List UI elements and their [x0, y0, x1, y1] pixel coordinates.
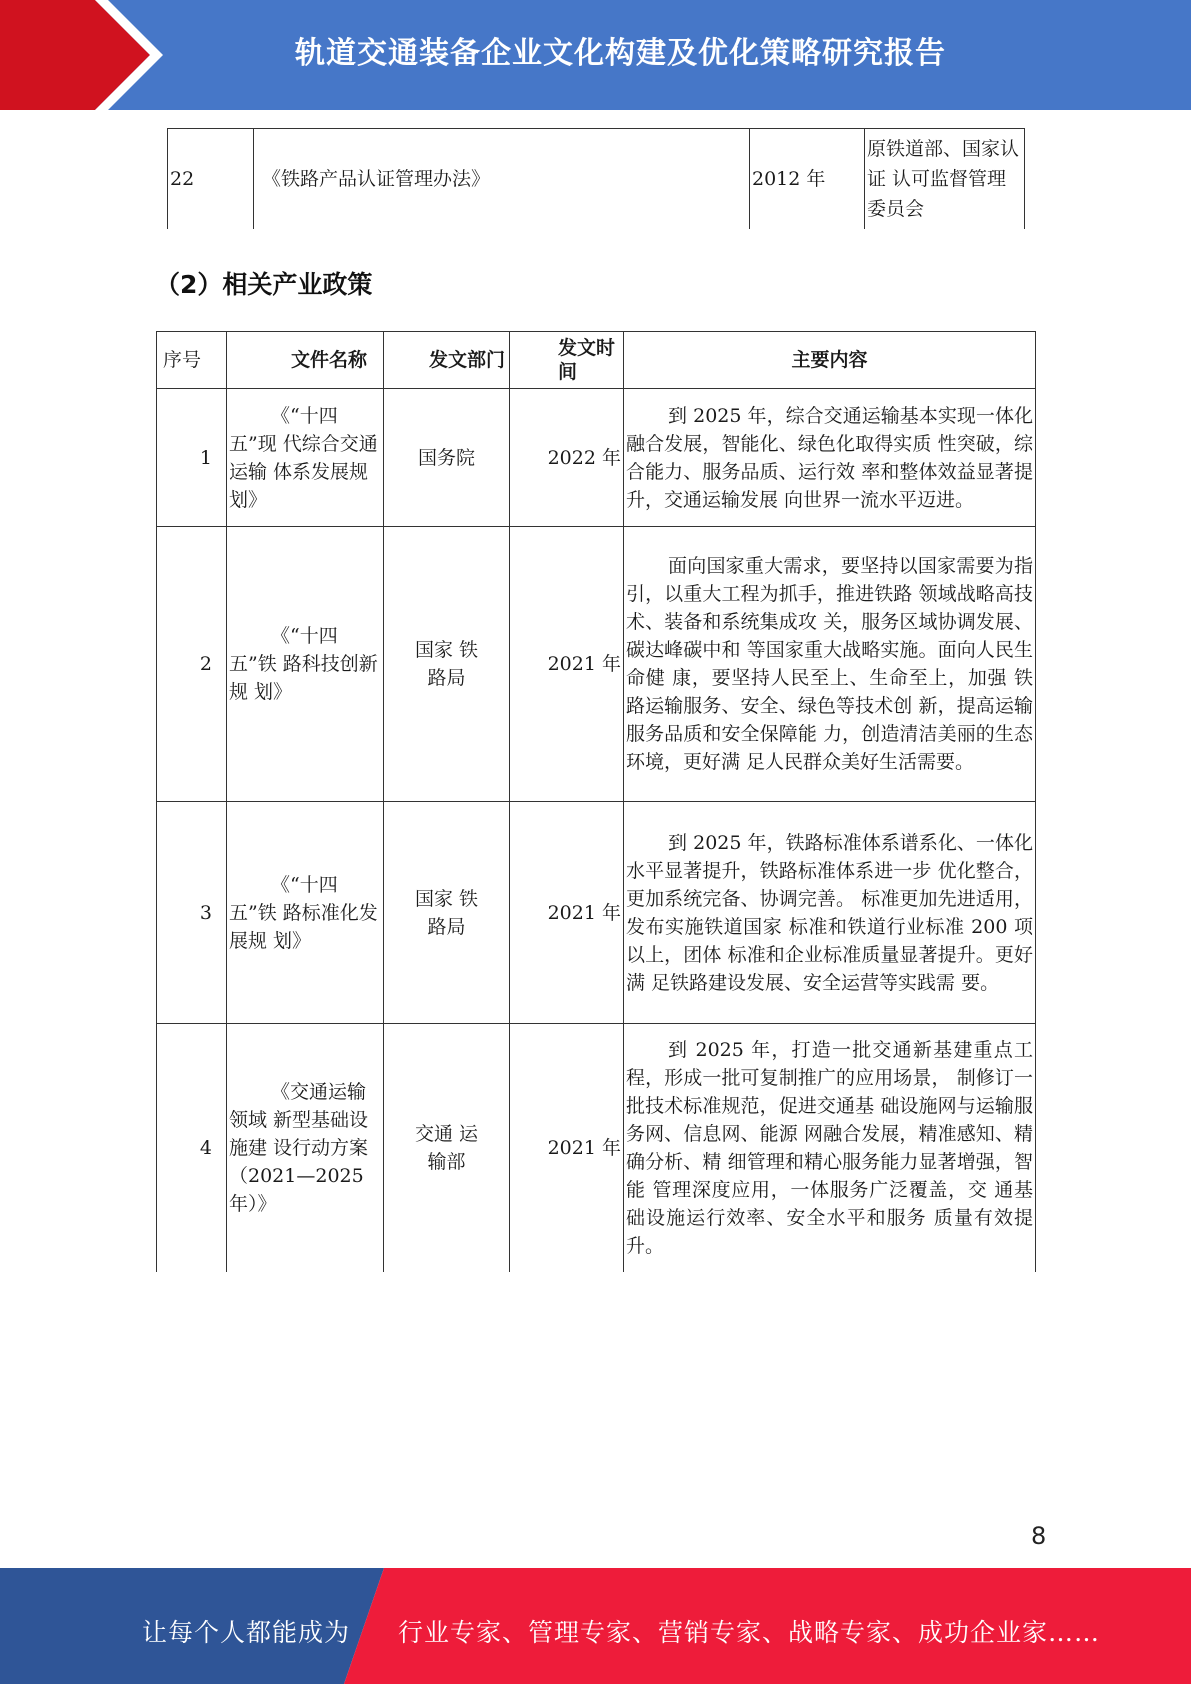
- cell-name: 《交通运输领域 新型基础设施建 设行动方案（2021—2025 年）》: [227, 1024, 384, 1272]
- cell-dept: 国务院: [384, 389, 510, 527]
- header-title: 轨道交通装备企业文化构建及优化策略研究报告: [295, 36, 946, 71]
- footer-slogan-right: 行业专家、管理专家、营销专家、战略专家、成功企业家……: [398, 1618, 1101, 1647]
- cell-time: 2021 年: [510, 1024, 624, 1272]
- cell-content: 到 2025 年，打造一批交通新基建重点工程，形成一批可复制推广的应用场景， 制修订一批技术标准规范，促进交通基 础设施网与运输服务网、信息网、能源 网融合发展，精准感知、精确分析、精 细管理和精心服务能力显著增强，智能 管理深度应用，一体服务广泛覆盖，交 通基础设施运行效率、安全水平和服务 质量有效提升。: [624, 1024, 1036, 1272]
- section-title: （2）相关产业政策: [155, 270, 373, 299]
- table-row: [157, 389, 1036, 527]
- header-content: 主要内容: [624, 332, 1036, 389]
- page-header: [0, 0, 1191, 110]
- industry-policy-table: [156, 331, 1036, 1272]
- page-number: 8: [1031, 1522, 1047, 1550]
- footer-slogan-left: 让每个人都能成为: [142, 1618, 351, 1647]
- table-row: [157, 527, 1036, 802]
- table-row: [157, 1024, 1036, 1272]
- row-year: 2012 年: [750, 129, 865, 229]
- cell-dept: 国家 铁路局: [384, 802, 510, 1024]
- page-footer: [0, 1568, 1191, 1684]
- table-row: [157, 802, 1036, 1024]
- cell-seq: 1: [157, 389, 227, 527]
- row-dept: 原铁道部、国家认证 认可监督管理委员会: [865, 129, 1025, 229]
- cell-time: 2022 年: [510, 389, 624, 527]
- cell-name: 《“十四五”现 代综合交通运输 体系发展规划》: [227, 389, 384, 527]
- cell-content: 面向国家重大需求，要坚持以国家需要为指引，以重大工程为抓手，推进铁路 领域战略高技术、装备和系统集成攻 关，服务区域协调发展、碳达峰碳中和 等国家重大战略实施。面向人民生命健 康，要坚持人民至上、生命至上，加强 铁路运输服务、安全、绿色等技术创 新，提高运输服务品质和安全保障能 力，创造清洁美丽的生态环境，更好满 足人民群众美好生活需要。: [624, 527, 1036, 802]
- cell-content: 到 2025 年，铁路标准体系谱系化、一体化水平显著提升，铁路标准体系进一步 优化整合，更加系统完备、协调完善。 标准更加先进适用，发布实施铁道国家 标准和铁道行业标准 200 项以上，团体 标准和企业标准质量显著提升。更好满 足铁路建设发展、安全运营等实践需 要。: [624, 802, 1036, 1024]
- cell-time: 2021 年: [510, 802, 624, 1024]
- row-seq: 22: [168, 129, 254, 229]
- cell-seq: 3: [157, 802, 227, 1024]
- header-seq: 序号: [157, 332, 227, 389]
- cell-name: 《“十四五”铁 路科技创新规 划》: [227, 527, 384, 802]
- table-header-row: [157, 332, 1036, 389]
- header-time: 发文时间: [510, 332, 624, 389]
- cell-content: 到 2025 年，综合交通运输基本实现一体化融合发展，智能化、绿色化取得实质 性突破，综合能力、服务品质、运行效 率和整体效益显著提升，交通运输发展 向世界一流水平迈进。: [624, 389, 1036, 527]
- cell-time: 2021 年: [510, 527, 624, 802]
- cell-name: 《“十四五”铁 路标准化发展规 划》: [227, 802, 384, 1024]
- cell-seq: 2: [157, 527, 227, 802]
- header-name: 文件名称: [227, 332, 384, 389]
- cell-dept: 交通 运输部: [384, 1024, 510, 1272]
- header-dept: 发文部门: [384, 332, 510, 389]
- continued-regulation-table: [167, 128, 1025, 229]
- table-row: [168, 129, 1025, 229]
- row-name: 《铁路产品认证管理办法》: [254, 129, 750, 229]
- cell-seq: 4: [157, 1024, 227, 1272]
- cell-dept: 国家 铁路局: [384, 527, 510, 802]
